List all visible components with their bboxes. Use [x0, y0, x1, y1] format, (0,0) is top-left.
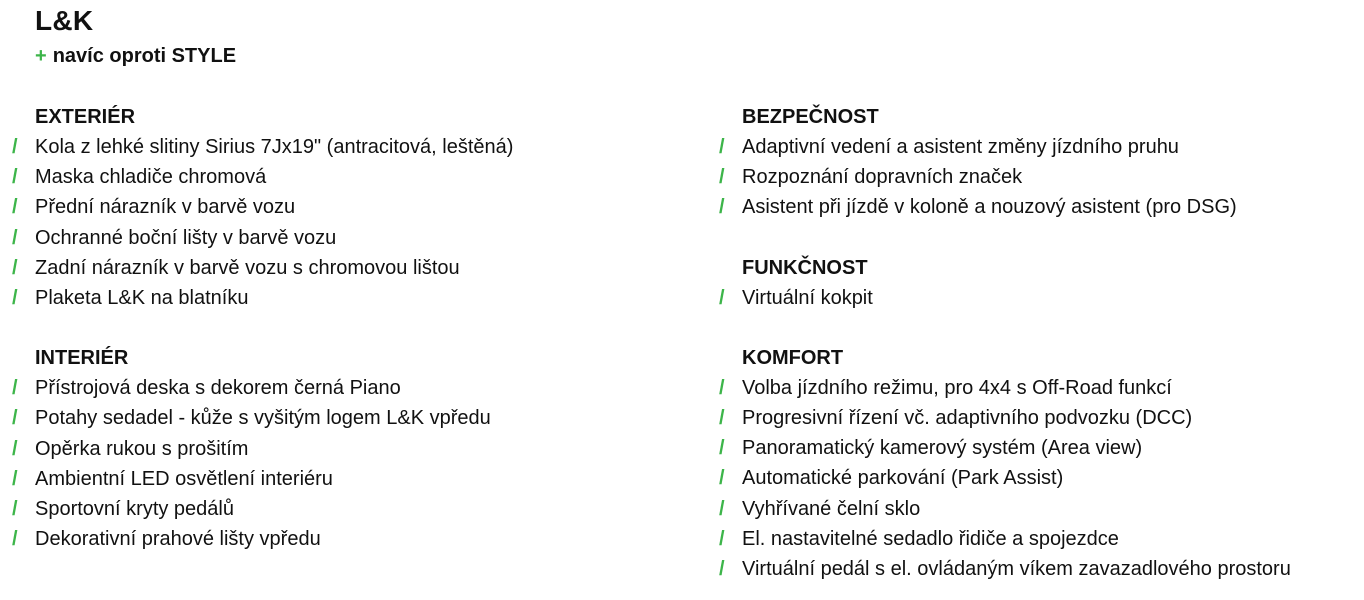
- list-item-text: Přístrojová deska s dekorem černá Piano: [35, 377, 401, 400]
- list-item: [12, 524, 513, 554]
- list-item-text: Potahy sedadel - kůže s vyšitým logem L&K vpředu: [35, 407, 491, 430]
- page-subtitle: [35, 43, 236, 69]
- list-item: [719, 433, 1291, 463]
- list-item: [12, 434, 513, 464]
- slash-bullet-icon: /: [719, 166, 725, 189]
- section-title: EXTERIÉR: [35, 106, 136, 128]
- slash-bullet-icon: /: [719, 557, 725, 580]
- section-title: BEZPEČNOST: [742, 106, 879, 128]
- list-item: [12, 253, 513, 283]
- list-item: [719, 403, 1291, 433]
- slash-bullet-icon: /: [719, 136, 725, 158]
- list-item: [719, 524, 1291, 554]
- list-item-text: Kola z lehké slitiny Sirius 7Jx19" (antracitová, leštěná): [35, 136, 514, 158]
- section-komfort: [719, 343, 1291, 584]
- list-item: [719, 192, 1291, 222]
- list-item: [12, 373, 513, 403]
- list-item: [719, 283, 1291, 313]
- slash-bullet-icon: /: [719, 376, 725, 399]
- slash-bullet-icon: /: [719, 196, 725, 219]
- slash-bullet-icon: /: [12, 256, 18, 279]
- section-title: KOMFORT: [742, 346, 844, 369]
- slash-bullet-icon: /: [12, 286, 18, 309]
- slash-bullet-icon: /: [12, 166, 18, 189]
- list-item-text: Sportovní kryty pedálů: [35, 497, 234, 520]
- list-item: [12, 192, 513, 222]
- list-item: [719, 132, 1291, 162]
- list-item: [12, 162, 513, 192]
- plus-icon: +: [35, 45, 47, 67]
- list-item: [12, 494, 513, 524]
- list-item: [719, 162, 1291, 192]
- list-item-text: Rozpoznání dopravních značek: [742, 166, 1023, 189]
- list-item-text: Maska chladiče chromová: [35, 166, 267, 189]
- list-item-text: Plaketa L&K na blatníku: [35, 286, 249, 309]
- list-item-text: El. nastavitelné sedadlo řidiče a spojezdce: [742, 527, 1119, 550]
- slash-bullet-icon: /: [12, 136, 18, 158]
- slash-bullet-icon: /: [12, 437, 18, 460]
- list-item-text: Ochranné boční lišty v barvě vozu: [35, 226, 337, 249]
- list-item: [719, 494, 1291, 524]
- section-interier: [12, 343, 513, 554]
- section-title: FUNKČNOST: [742, 256, 868, 279]
- slash-bullet-icon: /: [719, 286, 725, 309]
- slash-bullet-icon: /: [719, 437, 725, 460]
- slash-bullet-icon: /: [12, 497, 18, 520]
- section-bezpecnost: [719, 102, 1291, 223]
- list-item-text: Přední nárazník v barvě vozu: [35, 196, 296, 219]
- list-item: [719, 373, 1291, 403]
- list-item-text: Asistent při jízdě v koloně a nouzový asistent (pro DSG): [742, 196, 1237, 219]
- list-item-text: Ambientní LED osvětlení interiéru: [35, 467, 333, 490]
- list-item: [12, 464, 513, 494]
- list-item: [12, 132, 513, 162]
- list-item-text: Adaptivní vedení a asistent změny jízdního pruhu: [742, 136, 1179, 158]
- list-item-text: Zadní nárazník v barvě vozu s chromovou lištou: [35, 256, 460, 279]
- section-title: INTERIÉR: [35, 347, 129, 370]
- slash-bullet-icon: /: [719, 406, 725, 429]
- slash-bullet-icon: /: [12, 467, 18, 490]
- list-item: [12, 403, 513, 433]
- list-item-text: Volba jízdního režimu, pro 4x4 s Off-Road funkcí: [742, 376, 1172, 399]
- list-item-text: Vyhřívané čelní sklo: [742, 497, 921, 520]
- list-item-text: Virtuální kokpit: [742, 286, 873, 309]
- page-title: L&K: [35, 5, 94, 36]
- slash-bullet-icon: /: [12, 377, 18, 400]
- subtitle-text: navíc oproti STYLE: [52, 45, 237, 67]
- list-item-text: Dekorativní prahové lišty vpředu: [35, 528, 321, 551]
- slash-bullet-icon: /: [12, 226, 18, 249]
- list-item: [719, 463, 1291, 493]
- slash-bullet-icon: /: [719, 467, 725, 490]
- list-item-text: Virtuální pedál s el. ovládaným víkem zavazadlového prostoru: [742, 557, 1291, 580]
- list-item-text: Automatické parkování (Park Assist): [742, 467, 1064, 490]
- slash-bullet-icon: /: [719, 497, 725, 520]
- list-item-text: Opěrka rukou s prošitím: [35, 437, 249, 460]
- left-column: [12, 102, 513, 554]
- list-item: [12, 223, 513, 253]
- list-item-text: Progresivní řízení vč. adaptivního podvozku (DCC): [742, 406, 1193, 429]
- section-funkcnost: [719, 253, 1291, 313]
- slash-bullet-icon: /: [12, 528, 18, 551]
- list-item: [719, 554, 1291, 584]
- slash-bullet-icon: /: [12, 407, 18, 430]
- list-item: [12, 283, 513, 313]
- slash-bullet-icon: /: [12, 196, 18, 219]
- slash-bullet-icon: /: [719, 527, 725, 550]
- right-column: [719, 102, 1291, 584]
- list-item-text: Panoramatický kamerový systém (Area view): [742, 437, 1143, 460]
- section-exterier: [12, 102, 513, 313]
